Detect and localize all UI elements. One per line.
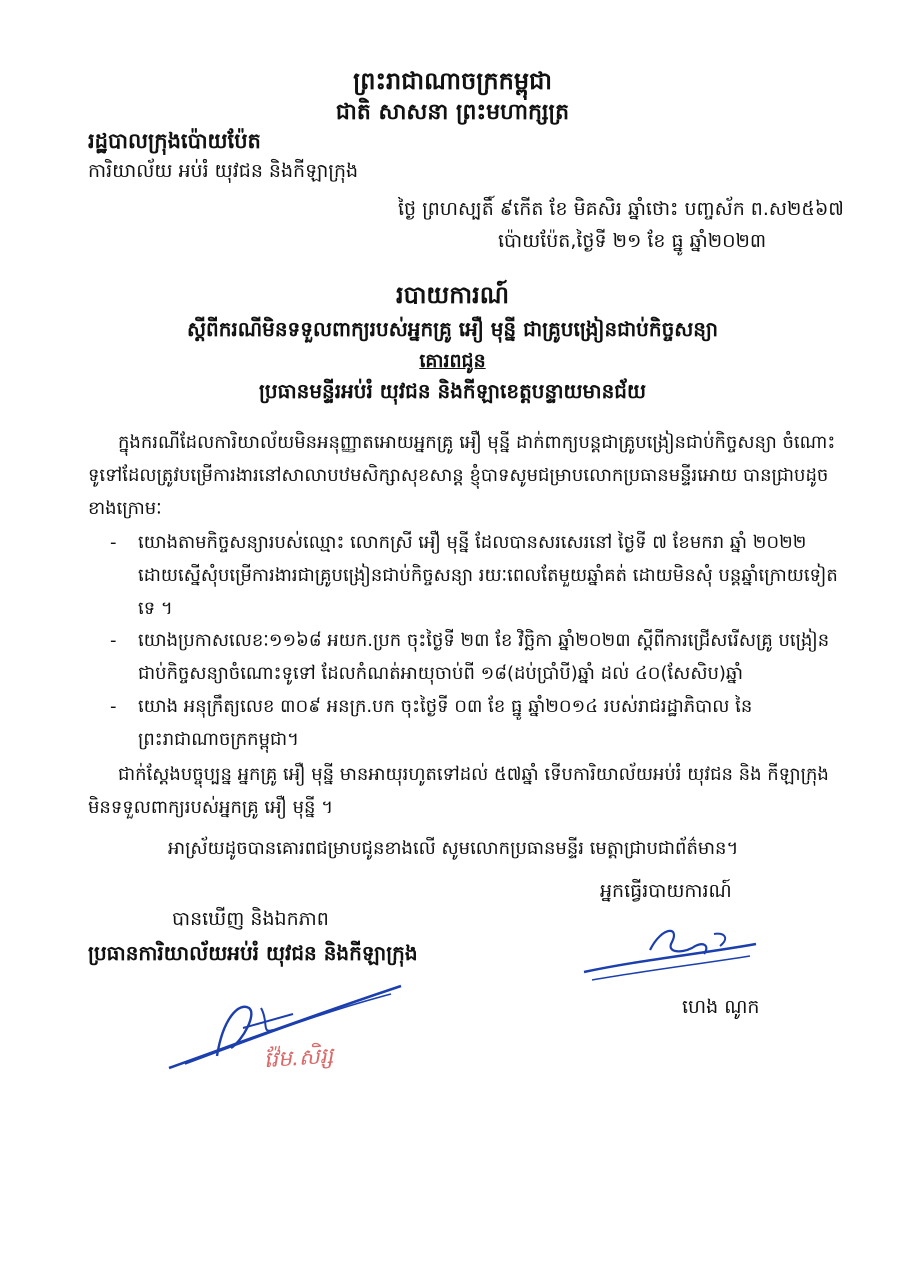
gregorian-date: ប៉ោយប៉ែត,ថ្ងៃទី ២១ ខែ ធ្នូ ឆ្នាំ២០២៣ <box>498 230 767 252</box>
list-item <box>110 526 850 625</box>
administration-name: រដ្ឋបាលក្រុងប៉ោយប៉ែត <box>88 129 261 153</box>
bullet-dash: - <box>110 630 117 651</box>
bullet-dash: - <box>110 532 117 553</box>
bullet-text: យោងតាមកិច្ចសន្យារបស់ឈ្មោះ លោកស្រី អឿ មុន្នី ដែលបានសរសេរនៅ ថ្ងៃទី ៧ ខែមករា ឆ្នាំ ២០២២ ដោយស្នើសុំបម្រើការងារជាគ្រូបង្រៀនជាប់កិច្ចសន្យា រយៈពេលតែមួយឆ្នាំគត់ ដោយមិនសុំ បន្តឆ្នាំក្រោយទៀតទេ ។ <box>138 532 838 619</box>
bullet-dash: - <box>110 696 117 717</box>
intro-paragraph: ក្នុងករណីដែលការិយាល័យមិនអនុញ្ញាតអោយអ្នកគ្រូ អឿ មុន្នី ដាក់ពាក្យបន្តជាគ្រូបង្រៀនជាប់កិច្ចសន្យា ចំណោះទូទៅដែលត្រូវបម្រើការងារនៅសាលាបឋមសិក្សាសុខសាន្ត ខ្ញុំបាទសូមជម្រាបលោកប្រធានមន្ទីរអោយ បានជ្រាបដូចខាងក្រោមៈ <box>88 432 836 519</box>
report-subject: ស្តីពីករណីមិនទទួលពាក្យរបស់អ្នកគ្រូ អឿ មុន្នី ជាគ្រូបង្រៀនជាប់កិច្ចសន្យា <box>186 317 719 341</box>
national-motto: ជាតិ សាសនា ព្រះមហាក្សត្រ <box>335 100 570 125</box>
lunar-date: ថ្ងៃ ព្រហស្បតិ៍ ៩កើត ខែ មិគសិរ ឆ្នាំថោះ បញ្ចស័ក ព.ស២៥៦៧ <box>398 198 844 220</box>
kingdom-heading: ព្រះរាជាណាចក្រកម្ពុជា <box>353 67 552 95</box>
respect-line: គោរពជូន <box>419 350 486 372</box>
bullet-text: យោងប្រកាសលេខៈ១១៦៨ អយក.ប្រក ចុះថ្ងៃទី ២៣ ខែ វិច្ឆិកា ឆ្នាំ២០២៣ ស្តីពីការជ្រើសរើសគ្រូ បង្រៀនជាប់កិច្ចសន្យាចំណោះទូទៅ ដែលកំណត់អាយុចាប់ពី ១៨(ដប់ប្រាំបី)ឆ្នាំ ដល់ ៤០(សែសិប)ឆ្នាំ <box>138 630 830 684</box>
approval-label: បានឃើញ និងឯកភាព <box>172 908 329 930</box>
closing-paragraph: អាស្រ័យដូចបានគោរពជម្រាបជូនខាងលើ សូមលោកប្រធានមន្ទីរ មេត្តាជ្រាបជាព័ត៌មាន។ <box>168 838 739 859</box>
reporter-label: អ្នកធ្វើរបាយការណ៍ <box>600 880 732 902</box>
list-item <box>110 624 850 690</box>
reporter-signature <box>580 920 760 990</box>
list-item <box>110 690 850 756</box>
reporter-name: ហេង ណូក <box>682 996 760 1018</box>
office-head-name-stamp: វ៉ែម.សិរ្ស <box>263 1043 335 1074</box>
office-head-title: ប្រធានការិយាល័យអប់រំ យុវជន និងកីឡាក្រុង <box>88 941 418 965</box>
bullet-text: យោង អនុក្រឹត្យលេខ ៣០៩ អនក្រ.បក ចុះថ្ងៃទី ០៣ ខែ ធ្នូ ឆ្នាំ២០១៤ របស់រាជរដ្ឋាភិបាល នៃ ព្រះរាជាណាចក្រកម្ពុជា។ <box>138 696 753 750</box>
report-title: របាយការណ៍ <box>395 281 510 309</box>
fact-paragraph: ជាក់ស្តែងបច្ចុប្បន្ន អ្នកគ្រូ អឿ មុន្នី មានអាយុរហូតទៅដល់ ៥៧ឆ្នាំ ទើបការិយាល័យអប់រំ យុវជន និង កីឡាក្រុង មិនទទួលពាក្យរបស់អ្នកគ្រូ អឿ មុន្នី ។ <box>88 764 829 818</box>
recipient-title: ប្រធានមន្ទីរអប់រំ យុវជន និងកីឡាខេត្តបន្ទាយមានជ័យ <box>258 379 647 403</box>
office-name: ការិយាល័យ អប់រំ យុវជន និងកីឡាក្រុង <box>88 160 359 182</box>
